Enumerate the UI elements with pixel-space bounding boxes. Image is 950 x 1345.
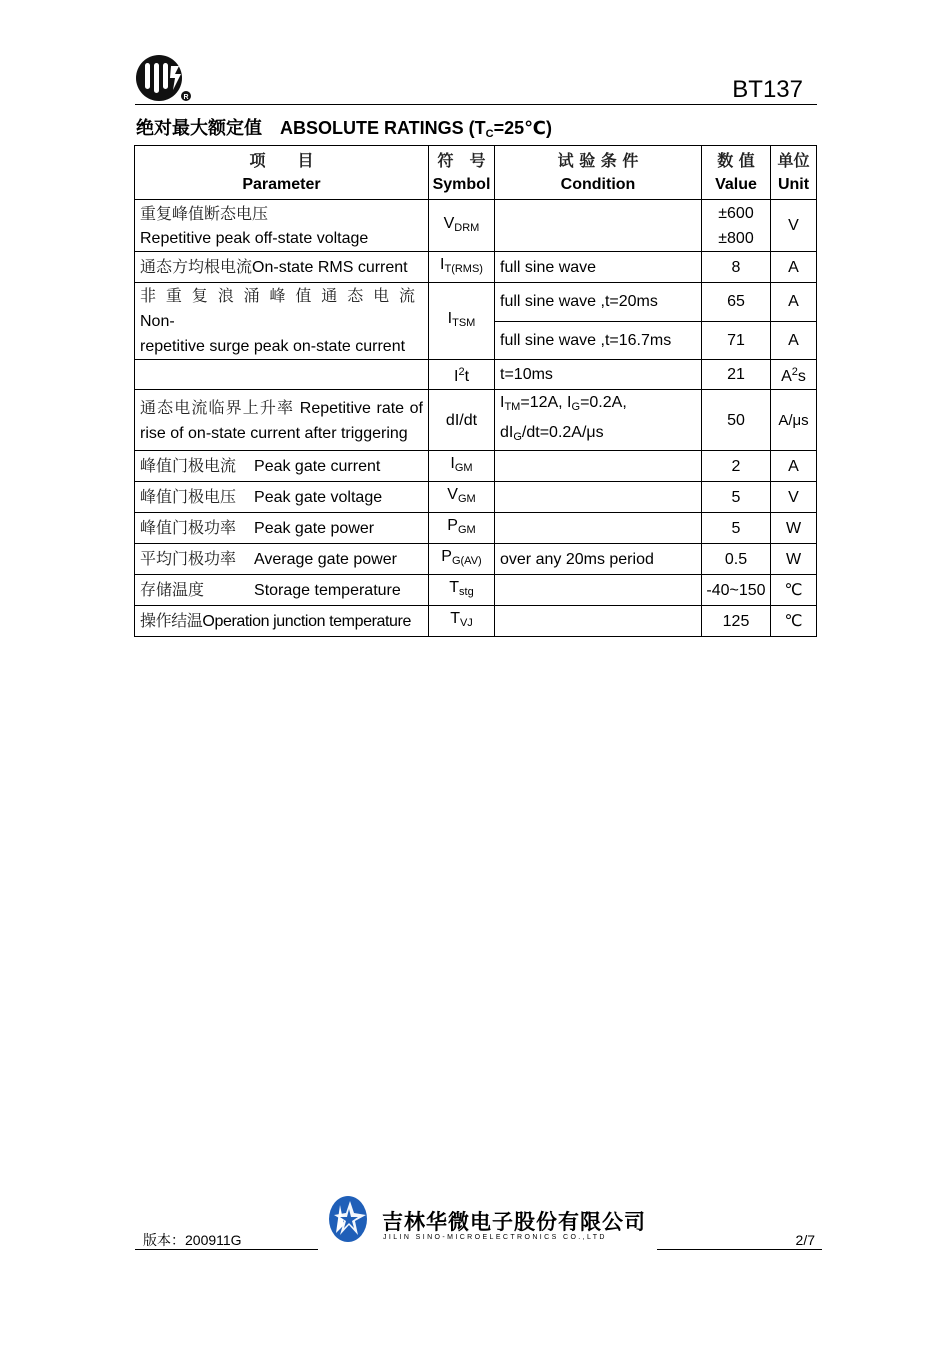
param-cell: 峰值门极电压 Peak gate voltage bbox=[135, 482, 429, 513]
param-cell: 通态方均根电流On-state RMS current bbox=[135, 252, 429, 283]
param-cell: 峰值门极功率 Peak gate power bbox=[135, 513, 429, 544]
table-row-igm bbox=[135, 451, 817, 482]
table-row-didt bbox=[135, 390, 817, 451]
condition-cell: full sine wave ,t=20ms bbox=[495, 283, 702, 322]
symbol-cell: $T_{stg}$ bbox=[429, 575, 495, 606]
company-logo bbox=[135, 54, 195, 102]
footer-divider-right bbox=[657, 1249, 822, 1250]
footer-divider-left bbox=[135, 1249, 318, 1250]
param-cell: 操作结温Operation junction temperature bbox=[135, 606, 429, 637]
section-title-en: ABSOLUTE RATINGS $(T_C=25℃)$ bbox=[280, 118, 552, 140]
header-value: 数 值 Value bbox=[702, 146, 771, 200]
unit-cell: A bbox=[771, 283, 817, 322]
condition-cell bbox=[495, 451, 702, 482]
value-cell: 21 bbox=[702, 360, 771, 390]
table-row-vdrm bbox=[135, 200, 817, 252]
company-name-en: JILIN SINO-MICROELECTRONICS CO.,LTD bbox=[383, 1234, 607, 1241]
unit-cell: W bbox=[771, 544, 817, 575]
value-cell: -40~150 bbox=[702, 575, 771, 606]
value-cell: 8 bbox=[702, 252, 771, 283]
unit-cell: A bbox=[771, 321, 817, 360]
symbol-cell: $I_{TSM}$ bbox=[429, 283, 495, 360]
symbol-cell: $I^2t$ bbox=[429, 360, 495, 390]
table-row-tvj bbox=[135, 606, 817, 637]
company-name-cn: 吉林华微电子股份有限公司 bbox=[382, 1210, 646, 1234]
svg-text:R: R bbox=[183, 94, 189, 101]
header-symbol: 符 号 Symbol bbox=[429, 146, 495, 200]
value-cell: 50 bbox=[702, 390, 771, 451]
unit-cell: A bbox=[771, 451, 817, 482]
section-title-cn: 绝对最大额定值 bbox=[136, 118, 262, 138]
condition-cell: full sine wave ,t=16.7ms bbox=[495, 321, 702, 360]
table-row-pgm bbox=[135, 513, 817, 544]
unit-cell: A/μs bbox=[771, 390, 817, 451]
param-cell: 重复峰值断态电压 Repetitive peak off-state voltage bbox=[135, 200, 429, 252]
condition-cell bbox=[495, 200, 702, 252]
condition-cell: full sine wave bbox=[495, 252, 702, 283]
header-divider bbox=[135, 104, 817, 105]
symbol-cell: $V_{DRM}$ bbox=[429, 200, 495, 252]
absolute-ratings-table bbox=[134, 145, 817, 637]
value-cell: 0.5 bbox=[702, 544, 771, 575]
unit-cell: ℃ bbox=[771, 606, 817, 637]
unit-cell: $A^2s$ bbox=[771, 360, 817, 390]
value-cell: 125 bbox=[702, 606, 771, 637]
table-header-row bbox=[135, 146, 817, 200]
unit-cell: W bbox=[771, 513, 817, 544]
condition-cell bbox=[495, 482, 702, 513]
symbol-cell: $P_{GM}$ bbox=[429, 513, 495, 544]
unit-cell: A bbox=[771, 252, 817, 283]
value-cell: 65 bbox=[702, 283, 771, 322]
param-cell: 平均门极功率 Average gate power bbox=[135, 544, 429, 575]
condition-cell: t=10ms bbox=[495, 360, 702, 390]
table-row-itrms bbox=[135, 252, 817, 283]
param-cell: 非重复浪涌峰值通态电流Non- repetitive surge peak on-state current bbox=[135, 283, 429, 360]
symbol-cell: $T_{VJ}$ bbox=[429, 606, 495, 637]
value-cell: 5 bbox=[702, 482, 771, 513]
value-cell: 5 bbox=[702, 513, 771, 544]
header-parameter: 项 目 Parameter bbox=[135, 146, 429, 200]
page-number: 2/7 bbox=[795, 1232, 815, 1248]
version-label: 版本：200911G bbox=[143, 1232, 242, 1248]
condition-cell bbox=[495, 575, 702, 606]
condition-cell: over any 20ms period bbox=[495, 544, 702, 575]
unit-cell: V bbox=[771, 482, 817, 513]
part-number: BT137 bbox=[732, 76, 803, 103]
param-cell: 存储温度 Storage temperature bbox=[135, 575, 429, 606]
value-cell: 71 bbox=[702, 321, 771, 360]
table-row-pgav bbox=[135, 544, 817, 575]
condition-cell: $I_{TM}=12A$, $I_G=0.2A$, $dI_G/dt=0.2A/\mu s$ bbox=[495, 390, 702, 451]
header-unit: 单位 Unit bbox=[771, 146, 817, 200]
symbol-cell: $P_{G(AV)}$ bbox=[429, 544, 495, 575]
condition-cell bbox=[495, 513, 702, 544]
table-row-tstg bbox=[135, 575, 817, 606]
table-row-itsm-a bbox=[135, 283, 817, 322]
value-cell: ±600 ±800 bbox=[702, 200, 771, 252]
symbol-cell: $I_{T(RMS)}$ bbox=[429, 252, 495, 283]
company-footer-logo bbox=[328, 1195, 370, 1243]
section-title bbox=[136, 114, 552, 140]
unit-cell: ℃ bbox=[771, 575, 817, 606]
header-condition: 试 验 条 件 Condition bbox=[495, 146, 702, 200]
unit-cell: V bbox=[771, 200, 817, 252]
value-cell: 2 bbox=[702, 451, 771, 482]
condition-cell bbox=[495, 606, 702, 637]
param-cell: 通态电流临界上升率 Repetitive rate of rise of on-state current after triggering bbox=[135, 390, 429, 451]
table-row-i2t bbox=[135, 360, 817, 390]
param-cell: 峰值门极电流 Peak gate current bbox=[135, 451, 429, 482]
table-row-vgm bbox=[135, 482, 817, 513]
symbol-cell: dI/dt bbox=[429, 390, 495, 451]
symbol-cell: $V_{GM}$ bbox=[429, 482, 495, 513]
symbol-cell: $I_{GM}$ bbox=[429, 451, 495, 482]
param-cell bbox=[135, 360, 429, 390]
